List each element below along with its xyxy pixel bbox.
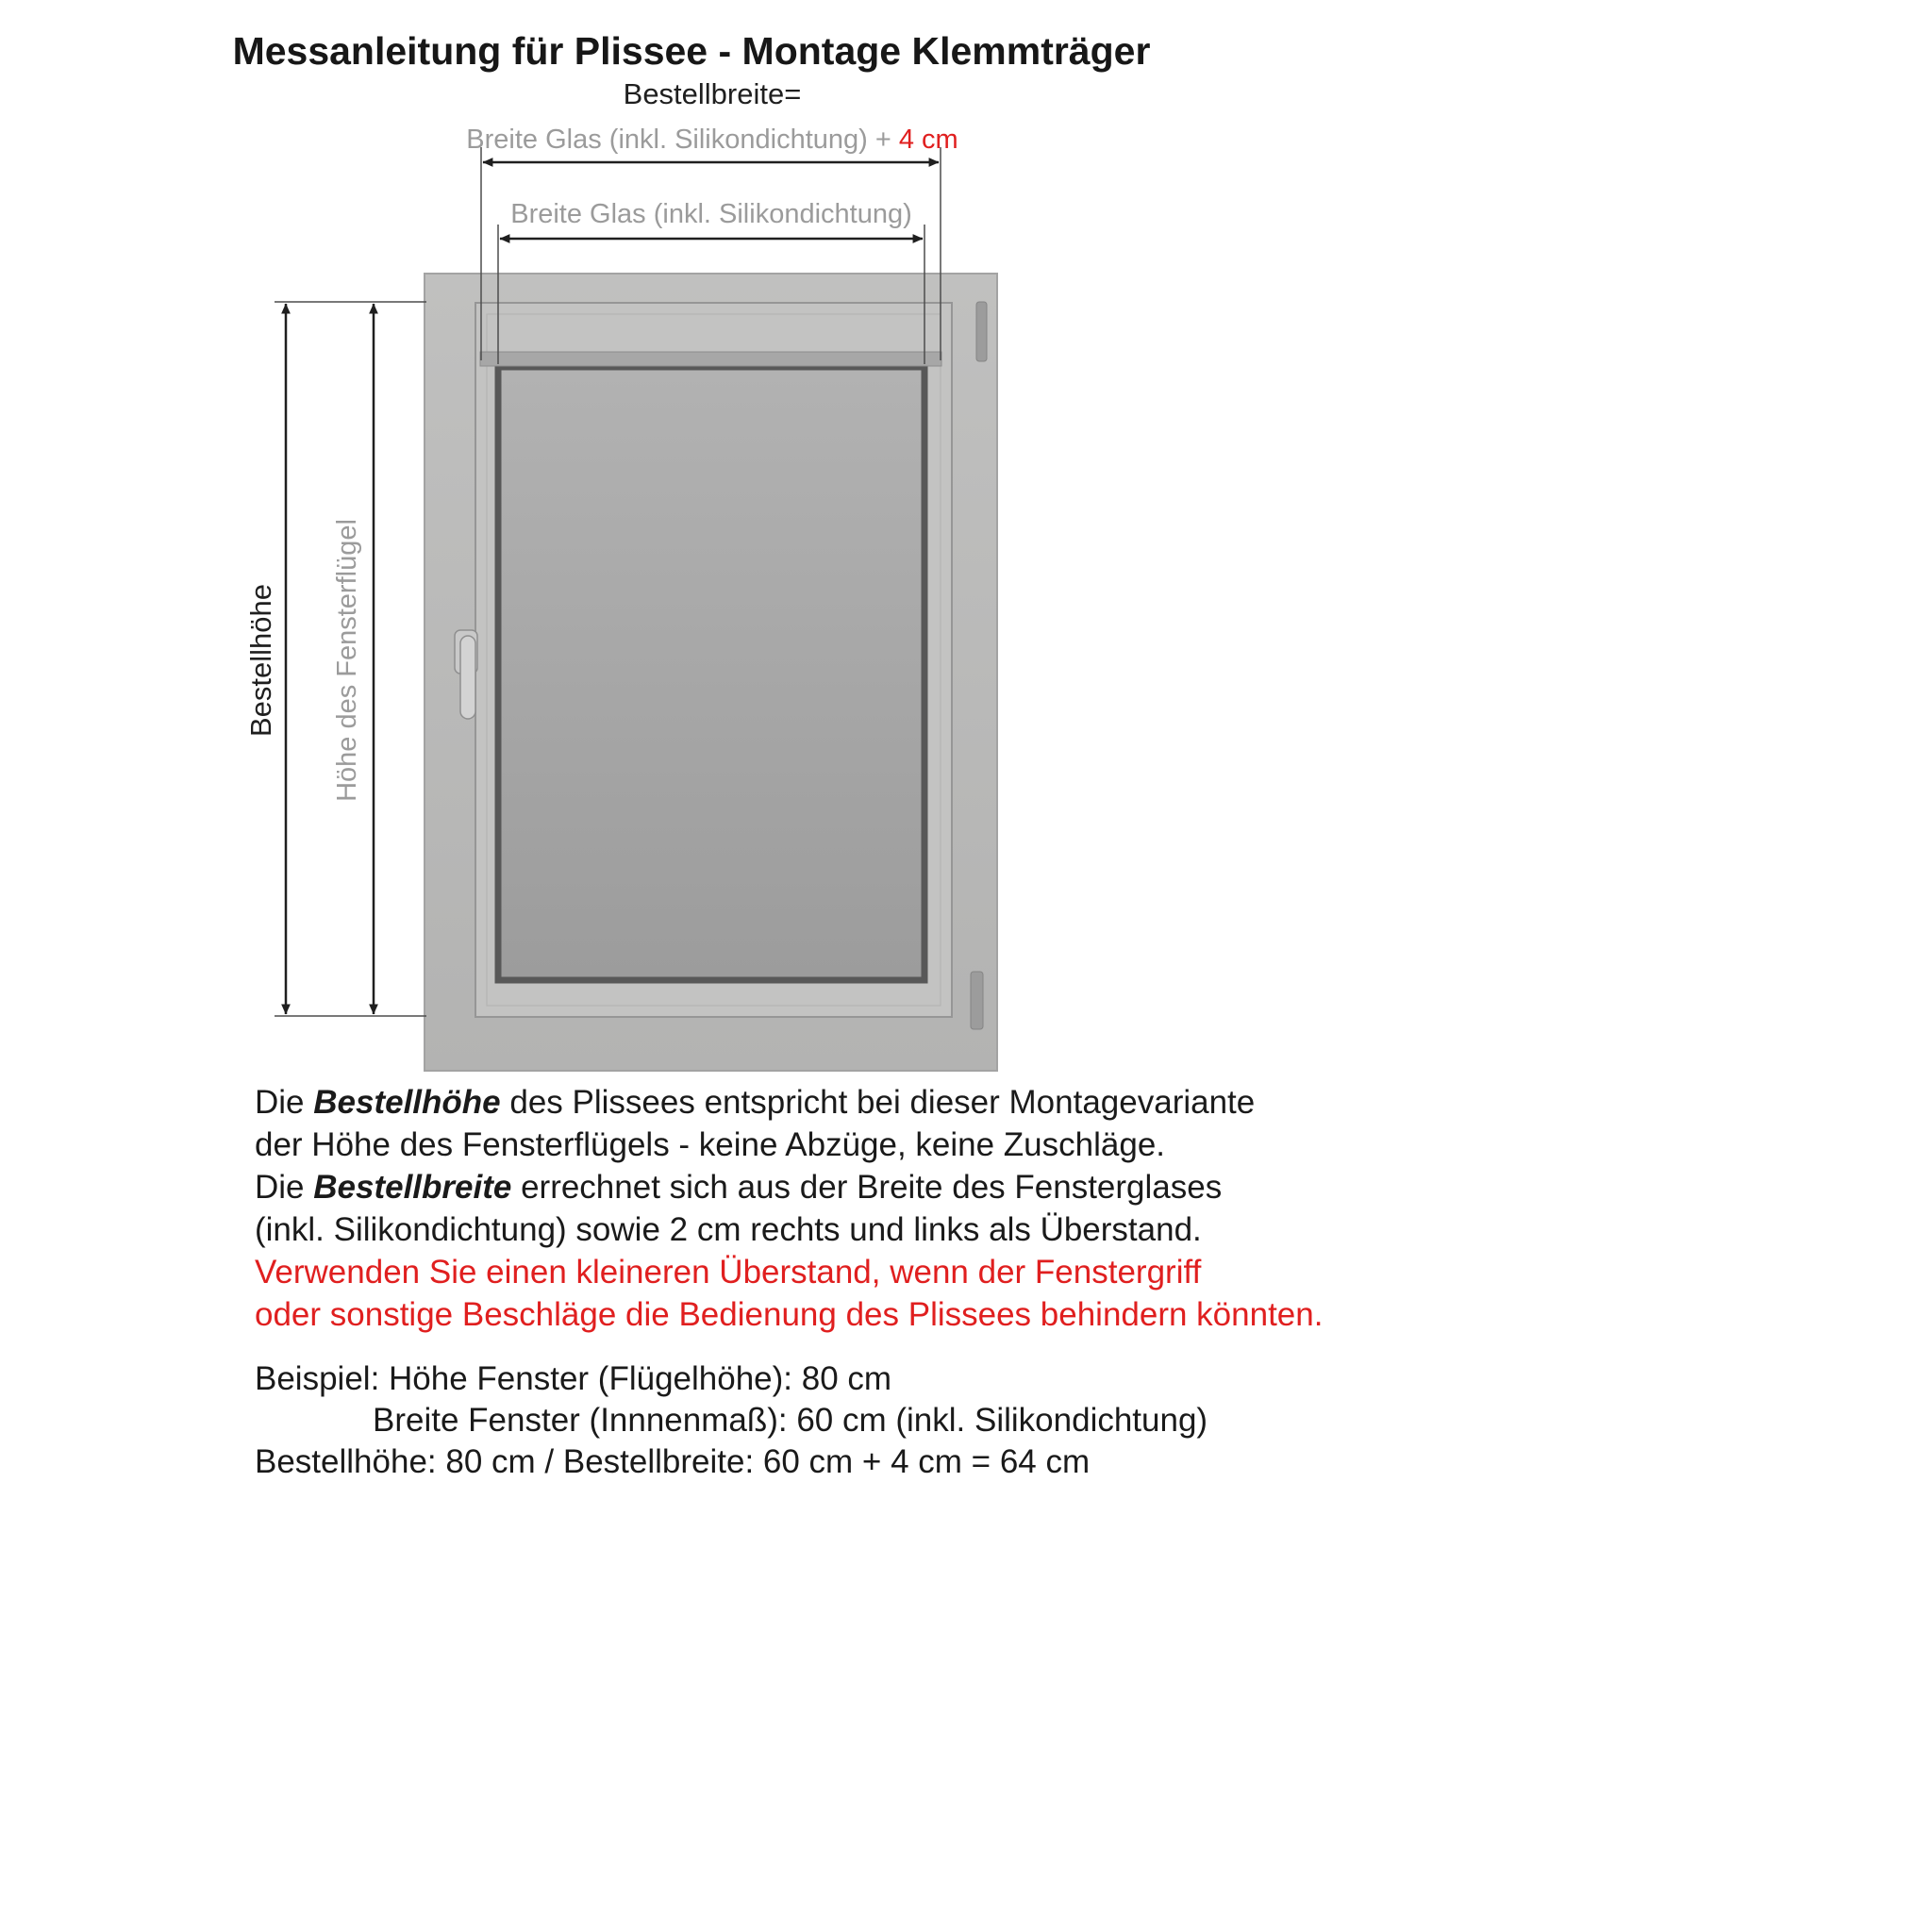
paragraph-line-3 <box>255 1166 1726 1208</box>
paragraph-line-3-pre: Die <box>255 1169 314 1206</box>
paragraph-line-1 <box>255 1081 1726 1124</box>
order-width-formula-gray: Breite Glas (inkl. Silikondichtung) + <box>466 125 899 155</box>
page-title: Messanleitung für Plissee - Montage Klemmträger <box>232 29 1151 74</box>
example-line-3: Bestellhöhe: 80 cm / Bestellbreite: 60 cm + 4 cm = 64 cm <box>255 1443 1091 1480</box>
order-width-label: Bestellbreite= <box>623 77 802 110</box>
warning-line-1: Verwenden Sie einen kleineren Überstand, wenn der Fenstergriff <box>255 1254 1202 1291</box>
plissee-top-rail <box>480 352 941 366</box>
example-line-1: Beispiel: Höhe Fenster (Flügelhöhe): 80 cm <box>255 1360 892 1397</box>
order-width-formula <box>466 125 958 155</box>
hinge-bottom <box>971 972 983 1029</box>
sash-height-label: Höhe des Fensterflügel <box>332 519 362 802</box>
paragraph-line-1-pre: Die <box>255 1084 314 1121</box>
paragraph-line-3-rest: errechnet sich aus der Breite des Fensterglases <box>511 1169 1223 1206</box>
warning-line-2: oder sonstige Beschläge die Bedienung des Plissees behindern könnten. <box>255 1296 1324 1333</box>
hinge-top <box>976 302 987 361</box>
example-block <box>255 1358 1726 1483</box>
window-handle <box>460 636 475 719</box>
glass-width-label: Breite Glas (inkl. Silikondichtung) <box>510 199 912 229</box>
term-bestellbreite: Bestellbreite <box>313 1169 512 1206</box>
paragraph-line-2: der Höhe des Fensterflügels - keine Abzüge, keine Zuschläge. <box>255 1126 1166 1163</box>
order-height-label: Bestellhöhe <box>244 583 277 738</box>
paragraph-line-1-rest: des Plissees entspricht bei dieser Montagevariante <box>500 1084 1256 1121</box>
example-line-2: Breite Fenster (Innnenmaß): 60 cm (inkl. Silikondichtung) <box>373 1402 1208 1439</box>
explanation-paragraph <box>255 1081 1726 1336</box>
order-width-formula-red: 4 cm <box>898 125 958 155</box>
paragraph-line-4: (inkl. Silikondichtung) sowie 2 cm rechts und links als Überstand. <box>255 1211 1202 1248</box>
glass-pane <box>498 367 924 980</box>
term-bestellhoehe: Bestellhöhe <box>313 1084 501 1121</box>
